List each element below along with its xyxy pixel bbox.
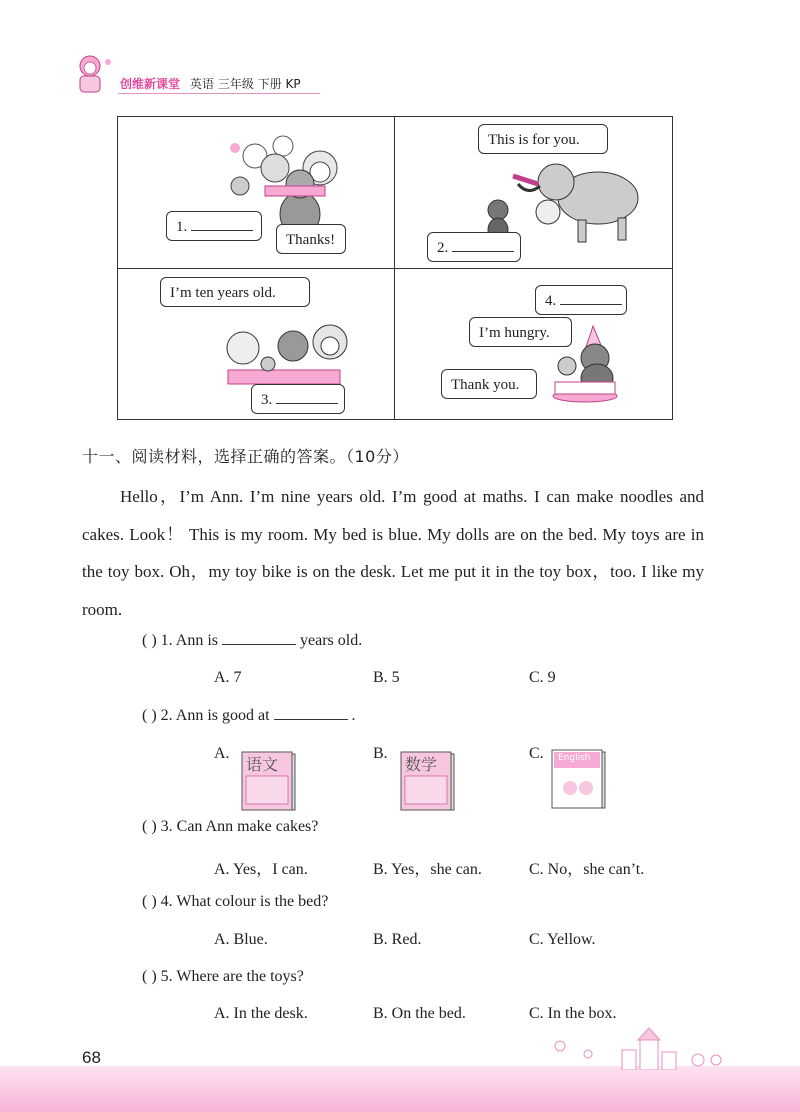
option-a[interactable]: A. Yes，I can. xyxy=(214,861,308,878)
answer-paren[interactable]: ( ) xyxy=(142,818,157,835)
option-b[interactable]: B. xyxy=(373,745,388,762)
answer-paren[interactable]: ( ) xyxy=(142,893,157,910)
footer-band xyxy=(0,1066,800,1112)
option-c[interactable]: C. Yellow. xyxy=(529,931,596,948)
panel3-blank-bubble: 3. xyxy=(251,384,345,414)
question-blank xyxy=(222,632,296,645)
answer-blank[interactable] xyxy=(276,391,338,404)
panel1-blank-bubble: 1. xyxy=(166,211,262,241)
answer-blank[interactable] xyxy=(191,218,253,231)
grid-divider-horizontal xyxy=(117,268,673,269)
option-b[interactable]: B. Red. xyxy=(373,931,422,948)
answer-blank[interactable] xyxy=(560,292,622,305)
answer-paren[interactable]: ( ) xyxy=(142,707,157,724)
option-b[interactable]: B. 5 xyxy=(373,669,400,686)
party-animals-illustration-3 xyxy=(218,312,350,388)
header-mascot-icon xyxy=(68,52,120,98)
panel3-speech-bubble: I’m ten years old. xyxy=(160,277,310,307)
option-a[interactable]: A. In the desk. xyxy=(214,1005,308,1022)
question-4: ( ) 4. What colour is the bed? xyxy=(142,893,329,910)
panel4-thankyou-bubble: Thank you. xyxy=(441,369,537,399)
castle-decoration-icon xyxy=(548,1026,748,1070)
party-animals-illustration-4 xyxy=(545,322,625,404)
panel4-blank-bubble: 4. xyxy=(535,285,627,315)
panel2-speech-bubble: This is for you. xyxy=(478,124,608,154)
option-a[interactable]: A. Blue. xyxy=(214,931,268,948)
header-divider xyxy=(118,93,320,94)
page-number: 68 xyxy=(82,1048,101,1067)
option-a[interactable]: A. xyxy=(214,745,230,762)
option-b[interactable]: B. On the bed. xyxy=(373,1005,466,1022)
question-1: ( ) 1. Ann is years old. xyxy=(142,632,363,649)
option-c[interactable]: C. 9 xyxy=(529,669,556,686)
answer-blank[interactable] xyxy=(452,239,514,252)
option-b[interactable]: B. Yes，she can. xyxy=(373,861,482,878)
option-c[interactable]: C. In the box. xyxy=(529,1005,617,1022)
answer-paren[interactable]: ( ) xyxy=(142,632,157,649)
question-3: ( ) 3. Can Ann make cakes? xyxy=(142,818,319,835)
panel1-thanks-bubble: Thanks! xyxy=(276,224,346,254)
header-subtitle: 英语 三年级 下册 KP xyxy=(190,77,301,91)
option-a[interactable]: A. 7 xyxy=(214,669,242,686)
question-5: ( ) 5. Where are the toys? xyxy=(142,968,304,985)
panel2-blank-bubble: 2. xyxy=(427,232,521,262)
panel4-speech-bubble: I’m hungry. xyxy=(469,317,572,347)
chinese-book-icon[interactable]: 语文 xyxy=(240,750,296,812)
english-book-icon[interactable]: English xyxy=(550,748,606,810)
option-c[interactable]: C. xyxy=(529,745,544,762)
reading-passage: Hello，I’m Ann. I’m nine years old. I’m good at maths. I can make noodles and cakes. Look！ This is my room. My bed is blue. My dolls are on the bed. My toys are in the toy box. Oh，my toy bike is on the desk. Let me put it in the toy box，too. I like my room. xyxy=(82,487,704,619)
answer-paren[interactable]: ( ) xyxy=(142,968,157,985)
question-blank xyxy=(274,707,348,720)
maths-book-icon[interactable]: 数学 xyxy=(399,750,455,812)
header-brand: 创维新课堂 xyxy=(120,77,181,91)
option-c[interactable]: C. No，she can’t. xyxy=(529,861,645,878)
section-title: 十一、阅读材料，选择正确的答案。（10分） xyxy=(82,447,409,466)
question-2: ( ) 2. Ann is good at . xyxy=(142,707,356,724)
